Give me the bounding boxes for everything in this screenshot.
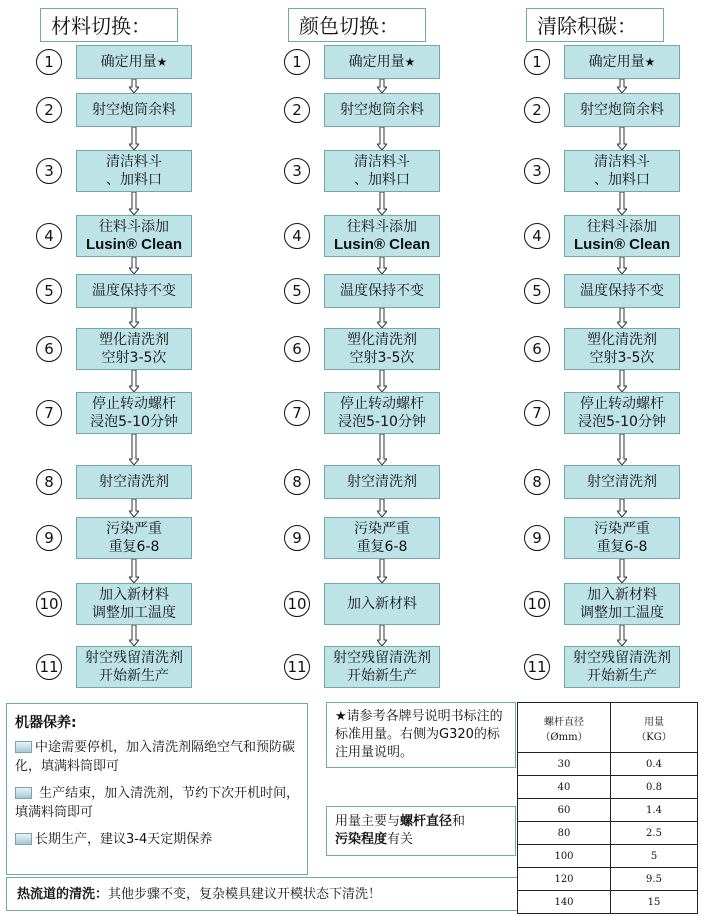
step-text: 污染严重 [594, 521, 650, 537]
step-text: 空射3-5次 [589, 350, 655, 366]
flow-step [524, 583, 702, 625]
down-arrow-icon [617, 625, 627, 646]
step-number: 11 [36, 654, 62, 680]
down-arrow-icon [129, 308, 139, 328]
flow-step [284, 215, 484, 257]
down-arrow-icon [617, 192, 627, 215]
step-text: 、加料口 [106, 172, 162, 188]
flow-step [524, 517, 702, 559]
flow-step [36, 150, 236, 192]
step-number: 8 [36, 469, 62, 495]
down-arrow-icon [377, 625, 387, 646]
flow-column [524, 0, 702, 700]
step-text: 污染严重 [354, 521, 410, 537]
step-text: 往料斗添加 [99, 219, 169, 235]
product-name: Lusin® Clean [85, 236, 183, 253]
flow-step [36, 517, 236, 559]
step-box [564, 465, 680, 499]
step-text: 确定用量 [348, 54, 405, 70]
step-text: 开始新生产 [587, 668, 657, 684]
flow-step [524, 150, 702, 192]
step-box [76, 392, 192, 434]
step-text: 浸泡5-10分钟 [338, 414, 426, 430]
step-text: 开始新生产 [347, 668, 417, 684]
step-number: 1 [284, 49, 310, 75]
flow-step [36, 646, 236, 688]
table-row [518, 753, 698, 776]
down-arrow-icon [377, 559, 387, 583]
flow-step [284, 583, 484, 625]
dosage-cell: 1.4 [611, 799, 698, 822]
step-text: 射空炮筒余料 [580, 102, 664, 118]
maintenance-item: 生产结束，加入清洗剂，节约下次开机时间，填满料筒即可 [15, 786, 300, 820]
down-arrow-icon [129, 127, 139, 150]
down-arrow-icon [377, 79, 387, 93]
down-arrow-icon [129, 257, 139, 274]
down-arrow-icon [377, 434, 387, 465]
flow-column [284, 0, 484, 700]
step-text: 射空清洗剂 [99, 474, 169, 490]
step-number: 3 [524, 158, 550, 184]
clean-logo-icon [15, 741, 32, 753]
step-text: 重复6-8 [356, 539, 408, 555]
maintenance-title: 机器保养: [15, 715, 77, 731]
step-number: 3 [36, 158, 62, 184]
flow-step [36, 215, 236, 257]
step-box [76, 93, 192, 127]
step-number: 11 [284, 654, 310, 680]
step-number: 5 [36, 278, 62, 304]
step-number: 9 [36, 525, 62, 551]
flow-step [36, 328, 236, 370]
flow-step [524, 45, 702, 79]
diameter-cell: 80 [518, 822, 611, 845]
step-text: 射空残留清洗剂 [333, 650, 431, 666]
step-number: 1 [36, 49, 62, 75]
step-box [324, 465, 440, 499]
column-title: 材料切换： [40, 8, 178, 42]
step-box [76, 150, 192, 192]
step-text: 清洁料斗 [594, 154, 650, 170]
down-arrow-icon [617, 127, 627, 150]
dosage-cell: 2.5 [611, 822, 698, 845]
maintenance-panel [6, 703, 308, 875]
dosage-cell: 15 [611, 891, 698, 914]
product-name: Lusin® Clean [573, 236, 671, 253]
down-arrow-icon [377, 370, 387, 392]
step-text: 射空清洗剂 [347, 474, 417, 490]
step-number: 6 [284, 336, 310, 362]
step-box [324, 646, 440, 688]
clean-logo-icon [15, 787, 32, 799]
flow-step [284, 517, 484, 559]
step-text: 停止转动螺杆 [92, 396, 176, 412]
table-row [518, 776, 698, 799]
step-text: 加入新材料 [347, 596, 417, 612]
down-arrow-icon [377, 192, 387, 215]
step-box [76, 517, 192, 559]
step-box [76, 215, 192, 257]
down-arrow-icon [617, 257, 627, 274]
step-box [324, 215, 440, 257]
down-arrow-icon [617, 79, 627, 93]
step-text: 浸泡5-10分钟 [90, 414, 178, 430]
step-text: 重复6-8 [596, 539, 648, 555]
step-text: 射空炮筒余料 [340, 102, 424, 118]
down-arrow-icon [617, 308, 627, 328]
flow-step [284, 150, 484, 192]
down-arrow-icon [129, 559, 139, 583]
step-box [324, 583, 440, 625]
step-box [564, 517, 680, 559]
step-text: 清洁料斗 [354, 154, 410, 170]
step-text: 污染严重 [106, 521, 162, 537]
hot-runner-note: 热流道的清洗：其他步骤不变，复杂模具建议开模状态下清洗！ [6, 877, 518, 911]
standard-usage-note: ★请参考各牌号说明书标注的标准用量。右侧为G320的标注用量说明。 [326, 702, 516, 768]
step-text: 开始新生产 [99, 668, 169, 684]
step-box [564, 583, 680, 625]
step-number: 7 [524, 400, 550, 426]
usage-factor-note: 用量主要与螺杆直径和 污染程度有关 [326, 806, 516, 856]
down-arrow-icon [617, 370, 627, 392]
step-number: 4 [284, 223, 310, 249]
step-number: 11 [524, 654, 550, 680]
star-icon: ★ [644, 55, 656, 69]
diameter-cell: 60 [518, 799, 611, 822]
step-box [76, 465, 192, 499]
step-number: 5 [524, 278, 550, 304]
flow-step [524, 215, 702, 257]
step-box [564, 328, 680, 370]
diameter-cell: 140 [518, 891, 611, 914]
step-box [76, 45, 192, 79]
dosage-cell: 0.8 [611, 776, 698, 799]
maintenance-item: 长期生产，建议3-4天定期保养 [15, 830, 301, 849]
flow-step [284, 646, 484, 688]
flow-step [36, 274, 236, 308]
flow-step [36, 583, 236, 625]
step-number: 1 [524, 49, 550, 75]
step-number: 6 [36, 336, 62, 362]
step-text: 确定用量 [588, 54, 645, 70]
dosage-cell: 5 [611, 845, 698, 868]
down-arrow-icon [129, 625, 139, 646]
flow-step [524, 465, 702, 499]
flow-step [284, 328, 484, 370]
step-text: 确定用量 [100, 54, 157, 70]
step-text: 往料斗添加 [587, 219, 657, 235]
down-arrow-icon [377, 308, 387, 328]
step-number: 8 [284, 469, 310, 495]
flow-step [524, 392, 702, 434]
down-arrow-icon [129, 79, 139, 93]
step-number: 9 [284, 525, 310, 551]
flow-step [36, 465, 236, 499]
step-number: 3 [284, 158, 310, 184]
step-box [324, 45, 440, 79]
down-arrow-icon [617, 499, 627, 517]
step-box [564, 45, 680, 79]
table-row [518, 891, 698, 914]
flow-step [524, 646, 702, 688]
step-text: 塑化清洗剂 [99, 332, 169, 348]
step-text: 调整加工温度 [92, 605, 176, 621]
column-title: 清除积碳： [526, 8, 664, 42]
step-text: 塑化清洗剂 [347, 332, 417, 348]
star-icon: ★ [156, 55, 168, 69]
step-number: 10 [524, 591, 550, 617]
step-text: 温度保持不变 [580, 283, 664, 299]
step-box [564, 274, 680, 308]
step-number: 4 [524, 223, 550, 249]
down-arrow-icon [617, 434, 627, 465]
step-box [564, 392, 680, 434]
table-header-dosage: 用量 （KG） [611, 703, 698, 753]
flow-step [36, 93, 236, 127]
flow-step [284, 392, 484, 434]
step-number: 5 [284, 278, 310, 304]
step-box [324, 93, 440, 127]
step-text: 空射3-5次 [101, 350, 167, 366]
step-box [324, 150, 440, 192]
clean-logo-icon [15, 833, 32, 845]
step-number: 7 [284, 400, 310, 426]
step-number: 2 [524, 97, 550, 123]
step-text: 加入新材料 [587, 587, 657, 603]
table-row [518, 868, 698, 891]
table-row [518, 822, 698, 845]
flow-step [284, 93, 484, 127]
step-box [324, 274, 440, 308]
step-text: 停止转动螺杆 [340, 396, 424, 412]
step-box [76, 646, 192, 688]
flow-step [284, 274, 484, 308]
step-text: 空射3-5次 [349, 350, 415, 366]
step-text: 射空残留清洗剂 [85, 650, 183, 666]
down-arrow-icon [129, 434, 139, 465]
step-number: 10 [36, 591, 62, 617]
step-box [324, 328, 440, 370]
step-text: 、加料口 [354, 172, 410, 188]
diameter-cell: 30 [518, 753, 611, 776]
step-box [564, 93, 680, 127]
flow-step [524, 328, 702, 370]
flow-step [36, 45, 236, 79]
down-arrow-icon [377, 127, 387, 150]
step-box [564, 150, 680, 192]
table-header-diameter: 螺杆直径 （Ømm） [518, 703, 611, 753]
step-number: 4 [36, 223, 62, 249]
step-box [76, 583, 192, 625]
flow-column [36, 0, 236, 700]
step-number: 7 [36, 400, 62, 426]
down-arrow-icon [617, 559, 627, 583]
step-text: 温度保持不变 [340, 283, 424, 299]
star-icon: ★ [404, 55, 416, 69]
step-box [324, 517, 440, 559]
product-name: Lusin® Clean [333, 236, 431, 253]
down-arrow-icon [129, 370, 139, 392]
step-text: 射空残留清洗剂 [573, 650, 671, 666]
step-box [564, 646, 680, 688]
diameter-cell: 120 [518, 868, 611, 891]
flow-step [524, 93, 702, 127]
step-number: 9 [524, 525, 550, 551]
step-box [76, 274, 192, 308]
step-text: 加入新材料 [99, 587, 169, 603]
step-text: 温度保持不变 [92, 283, 176, 299]
step-text: 、加料口 [594, 172, 650, 188]
step-number: 6 [524, 336, 550, 362]
step-box [324, 392, 440, 434]
step-text: 停止转动螺杆 [580, 396, 664, 412]
down-arrow-icon [377, 257, 387, 274]
column-title: 颜色切换： [288, 8, 426, 42]
step-text: 往料斗添加 [347, 219, 417, 235]
step-text: 清洁料斗 [106, 154, 162, 170]
dosage-cell: 0.4 [611, 753, 698, 776]
step-box [564, 215, 680, 257]
down-arrow-icon [129, 499, 139, 517]
step-number: 8 [524, 469, 550, 495]
step-text: 重复6-8 [108, 539, 160, 555]
diameter-cell: 40 [518, 776, 611, 799]
step-text: 塑化清洗剂 [587, 332, 657, 348]
step-number: 2 [284, 97, 310, 123]
down-arrow-icon [129, 192, 139, 215]
diameter-cell: 100 [518, 845, 611, 868]
dosage-cell: 9.5 [611, 868, 698, 891]
flow-step [36, 392, 236, 434]
step-text: 射空清洗剂 [587, 474, 657, 490]
down-arrow-icon [377, 499, 387, 517]
step-text: 浸泡5-10分钟 [578, 414, 666, 430]
step-number: 10 [284, 591, 310, 617]
flow-step [524, 274, 702, 308]
flow-step [284, 45, 484, 79]
step-number: 2 [36, 97, 62, 123]
step-box [76, 328, 192, 370]
flow-step [284, 465, 484, 499]
dosage-table [517, 702, 698, 914]
maintenance-item: 中途需要停机，加入清洗剂隔绝空气和预防碳化，填满料筒即可 [15, 740, 296, 774]
table-row [518, 845, 698, 868]
table-row [518, 799, 698, 822]
step-text: 调整加工温度 [580, 605, 664, 621]
step-text: 射空炮筒余料 [92, 102, 176, 118]
